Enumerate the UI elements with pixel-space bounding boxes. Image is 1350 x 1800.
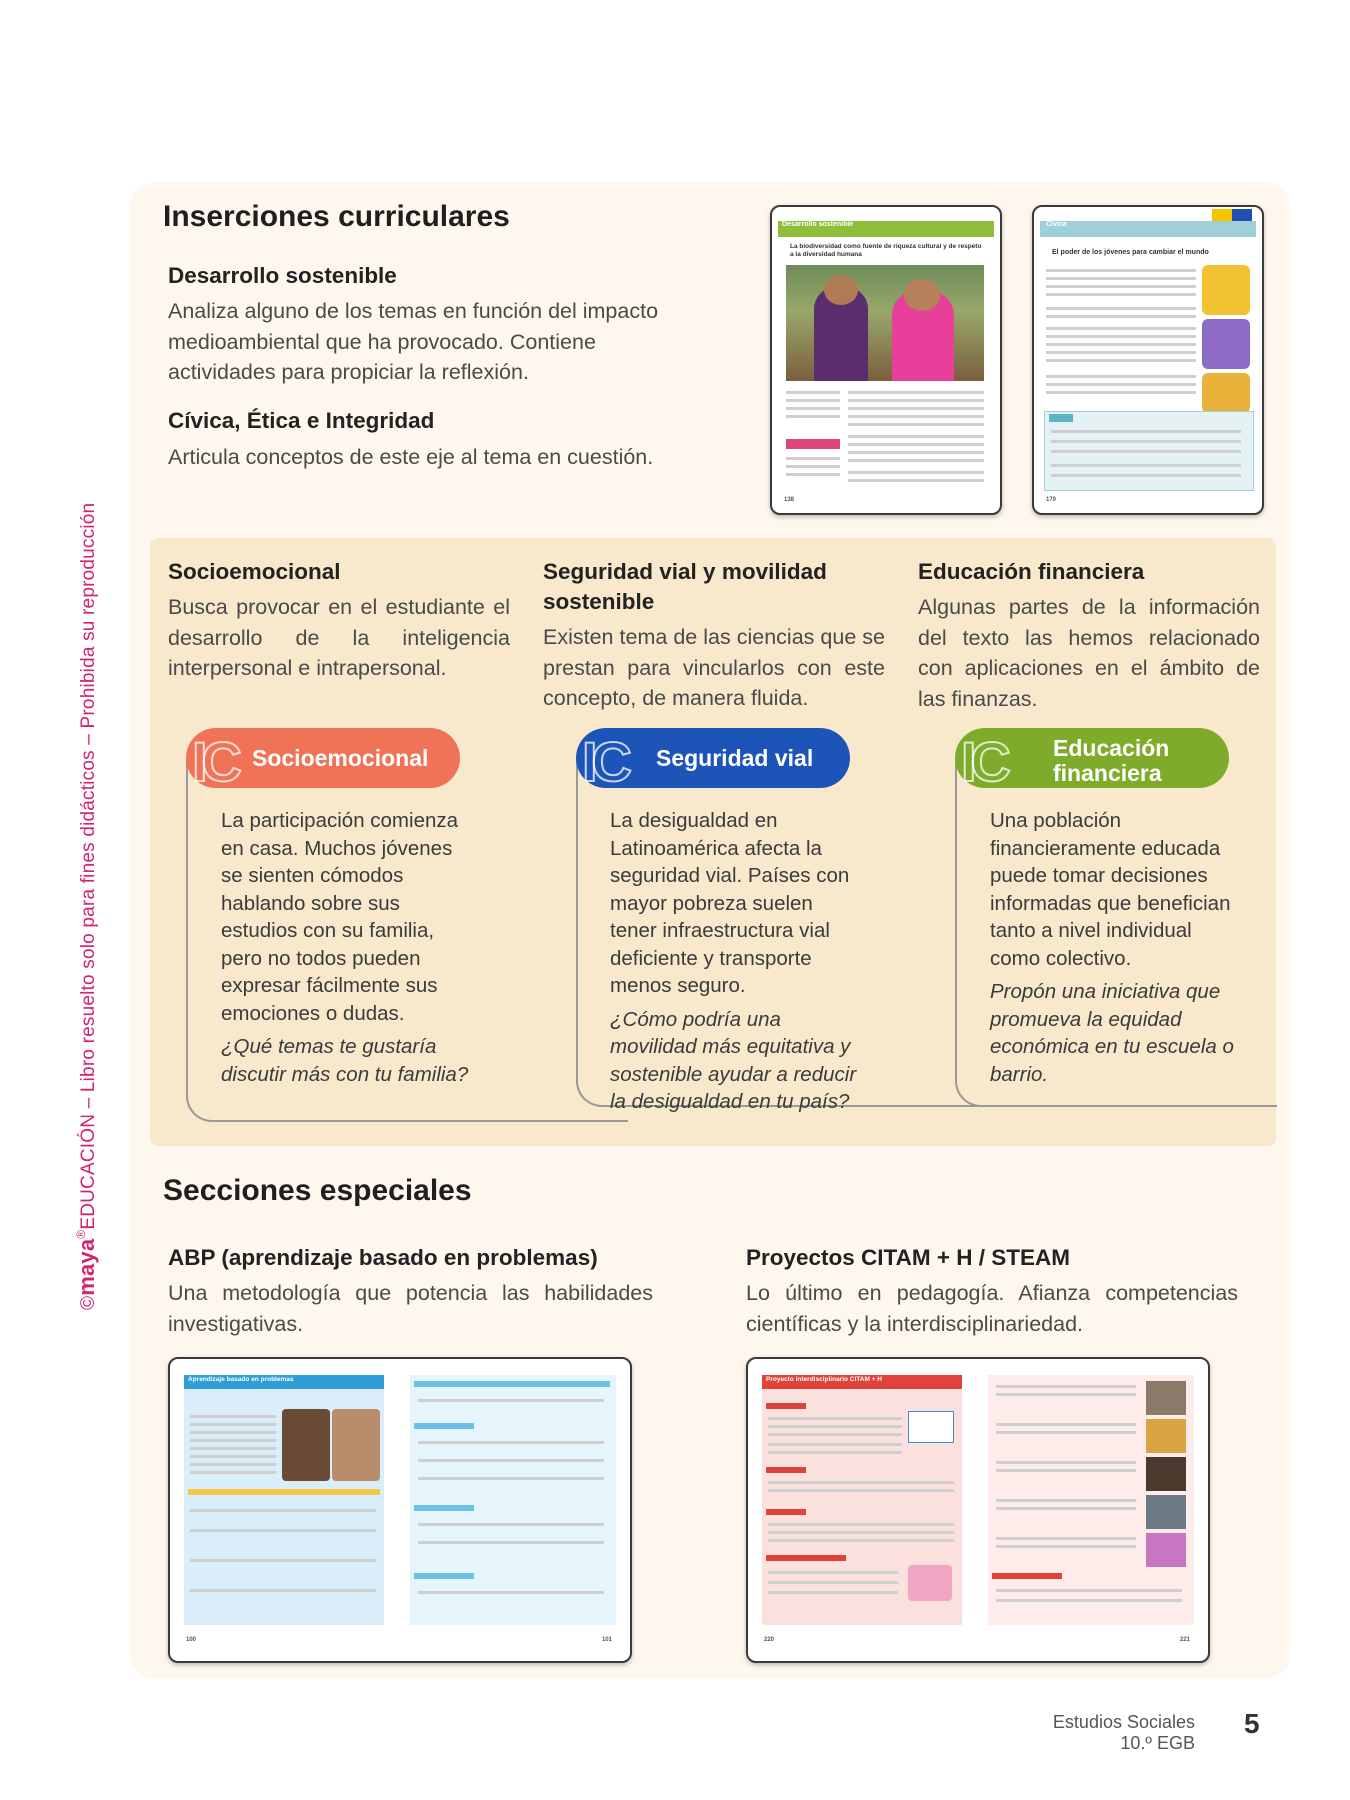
text-line: [848, 459, 984, 462]
text-line: [786, 391, 840, 394]
text-line: [190, 1455, 276, 1458]
page-number: 5: [1244, 1708, 1260, 1739]
text-line: [418, 1441, 604, 1444]
illustration-youth-3: [1202, 373, 1250, 413]
text-line: [1046, 359, 1196, 362]
card-body-text: La desigualdad en Latinoamérica afecta la seguridad vial. Países con mayor pobreza suelen tener infraestructura vial deficiente y transporte menos seguro.: [610, 809, 850, 997]
thumb-section-bar: [766, 1403, 806, 1409]
thumb-section-bar: [992, 1573, 1062, 1579]
text-line: [786, 465, 840, 468]
thumbnail-citam: [746, 1357, 1210, 1663]
thumbnail-desarrollo-sostenible: [770, 205, 1002, 515]
text-abp: Una metodología que potencia las habilidades investigativas.: [168, 1281, 653, 1336]
ic-logo-icon: IC: [582, 730, 626, 793]
text-line: [418, 1591, 604, 1594]
text-line: [768, 1571, 898, 1574]
text-line: [418, 1541, 604, 1544]
thumb-section-bar: [414, 1423, 474, 1429]
text-line: [848, 443, 984, 446]
text-line: [786, 415, 840, 418]
text-line: [190, 1463, 276, 1466]
text-line: [996, 1507, 1136, 1510]
text-line: [1046, 383, 1196, 386]
text-line: [190, 1423, 276, 1426]
thumb-pink-tag: [786, 439, 840, 449]
footer-grade-text: 10.º EGB: [1120, 1733, 1195, 1753]
thumb-header-bar: [1040, 221, 1256, 237]
illustration-meeting: [908, 1565, 952, 1601]
photo-face-right: [904, 279, 940, 311]
thumb-right-page: [410, 1375, 616, 1625]
photo-icon-4: [1146, 1495, 1186, 1529]
text-line: [1051, 474, 1241, 477]
photo-icon-3: [1146, 1457, 1186, 1491]
text-line: [786, 407, 840, 410]
photo-man: [332, 1409, 380, 1481]
text-line: [1046, 351, 1196, 354]
card-tab-label-line1: Educación: [1053, 735, 1170, 761]
text-line: [190, 1589, 376, 1592]
text-line: [768, 1591, 898, 1594]
text-line: [848, 423, 984, 426]
card-tab-label: Seguridad vial: [656, 745, 814, 771]
text-line: [190, 1529, 376, 1532]
copyright-symbol: ©: [78, 1295, 99, 1310]
text-line: [768, 1433, 902, 1436]
text-line: [848, 435, 984, 438]
text-line: [996, 1431, 1136, 1434]
heading-citam: Proyectos CITAM + H / STEAM: [746, 1245, 1071, 1270]
text-line: [1046, 327, 1196, 330]
thumb-page-number-left: 100: [186, 1637, 197, 1643]
text-line: [996, 1589, 1182, 1592]
text-line: [768, 1451, 902, 1454]
text-line: [418, 1399, 604, 1402]
illustration-youth-2: [1202, 319, 1250, 369]
thumb-page-number-right: 221: [1180, 1637, 1191, 1643]
footer-subject-text: Estudios Sociales: [1052, 1712, 1195, 1732]
text-line: [1046, 307, 1196, 310]
thumb-section-bar: [766, 1467, 806, 1473]
thumb-page-number: 170: [1046, 497, 1057, 503]
heading-seguridad-vial: Seguridad vial y movilidad sostenible: [543, 559, 827, 614]
text-line: [1046, 277, 1196, 280]
text-line: [190, 1509, 376, 1512]
text-line: [768, 1489, 954, 1492]
thumb-highlight: [188, 1489, 380, 1495]
activity-tag: [1049, 414, 1073, 422]
thumb-title: La biodiversidad como fuente de riqueza cultural y de respeto a la diversidad humana: [790, 243, 982, 258]
text-line: [768, 1481, 954, 1484]
text-line: [996, 1599, 1182, 1602]
card-tab-label-line2: financiera: [1053, 760, 1162, 786]
card-body-text: La participación comienza en casa. Muchos jóvenes se sienten cómodos hablando sobre sus estudios con su familia, pero no todos pueden expresar fácilmente sus emociones o dudas.: [221, 809, 459, 1025]
card-body-socioemocional: [221, 807, 471, 1088]
card-question: Propón una iniciativa que promueva la equidad económica en tu escuela o barrio.: [990, 980, 1234, 1086]
text-line: [1051, 430, 1241, 433]
brand-name: maya: [74, 1238, 99, 1296]
text-line: [190, 1415, 276, 1418]
text-line: [1046, 343, 1196, 346]
text-line: [768, 1531, 954, 1534]
text-line: [848, 391, 984, 394]
copyright-side-note: [74, 503, 100, 1310]
text-line: [1046, 285, 1196, 288]
text-line: [418, 1523, 604, 1526]
thumb-section-bar: [414, 1573, 474, 1579]
text-line: [996, 1423, 1136, 1426]
thumb-page-number-right: 101: [602, 1637, 613, 1643]
text-seguridad-vial: Existen tema de las ciencias que se prestan para vincularlos con este concepto, de manera fluida.: [543, 625, 885, 710]
card-tab-label: Socioemocional: [252, 745, 429, 771]
text-line: [848, 479, 984, 482]
thumb-page-number: 138: [784, 497, 795, 503]
thumb-page-number-left: 220: [764, 1637, 775, 1643]
text-citam: Lo último en pedagogía. Afianza competencias científicas y la interdisciplinariedad.: [746, 1281, 1238, 1336]
text-line: [1051, 450, 1241, 453]
text-line: [768, 1539, 954, 1542]
text-line: [768, 1425, 902, 1428]
thumb-section-bar: [766, 1509, 806, 1515]
text-line: [996, 1537, 1136, 1540]
text-line: [190, 1431, 276, 1434]
text-line: [1051, 464, 1241, 467]
text-line: [418, 1459, 604, 1462]
card-body-educacion-financiera: [990, 807, 1240, 1088]
thumbnail-civica: [1032, 205, 1264, 515]
text-line: [190, 1439, 276, 1442]
side-note-text: EDUCACIÓN – Libro resuelto solo para fines didácticos – Prohibida su reproducción: [78, 502, 99, 1230]
text-civica: Articula conceptos de este eje al tema en cuestión.: [168, 445, 654, 469]
text-line: [848, 451, 984, 454]
text-line: [1046, 269, 1196, 272]
text-line: [768, 1581, 898, 1584]
photo-indigenous-women: [786, 265, 984, 381]
thumb-section-bar: [766, 1555, 846, 1561]
heading-abp: ABP (aprendizaje basado en problemas): [168, 1245, 598, 1270]
text-line: [786, 399, 840, 402]
sdg-logo-icon: [908, 1411, 954, 1443]
photo-icon-1: [1146, 1381, 1186, 1415]
heading-desarrollo-sostenible: Desarrollo sostenible: [168, 263, 397, 288]
text-line: [768, 1523, 954, 1526]
card-tab-socioemocional: [186, 728, 460, 793]
text-line: [996, 1393, 1136, 1396]
thumb-header-text: Aprendizaje basado en problemas: [188, 1376, 294, 1383]
section-title-secciones: Secciones especiales: [163, 1174, 472, 1207]
footer-subject: [1053, 1712, 1195, 1754]
illustration-youth-1: [1202, 265, 1250, 315]
photo-icon-5: [1146, 1533, 1186, 1567]
text-line: [786, 473, 840, 476]
card-question: ¿Qué temas te gustaría discutir más con tu familia?: [221, 1035, 469, 1086]
thumb-title: El poder de los jóvenes para cambiar el mundo: [1052, 249, 1209, 256]
text-line: [848, 407, 984, 410]
thumb-header-text: Cívica: [1046, 221, 1067, 228]
text-socioemocional: Busca provocar en el estudiante el desarrollo de la inteligencia interpersonal e intrapersonal.: [168, 595, 510, 680]
text-line: [1046, 293, 1196, 296]
heading-socioemocional: Socioemocional: [168, 559, 341, 584]
ic-logo-icon: IC: [192, 730, 236, 793]
text-line: [190, 1447, 276, 1450]
text-line: [848, 399, 984, 402]
card-question: ¿Cómo podría una movilidad más equitativa y sostenible ayudar a reducir la desigualdad en tu país?: [610, 1007, 857, 1113]
thumb-section-bar: [414, 1505, 474, 1511]
text-line: [848, 471, 984, 474]
text-line: [768, 1443, 902, 1446]
text-line: [996, 1461, 1136, 1464]
heading-educacion-financiera: Educación financiera: [918, 559, 1145, 584]
card-tab-educacion-financiera: [955, 728, 1229, 793]
text-line: [786, 457, 840, 460]
text-desarrollo-sostenible: Analiza alguno de los temas en función del impacto medioambiental que ha provocado. Contiene actividades para propiciar la reflexión.: [168, 299, 659, 384]
text-line: [996, 1499, 1136, 1502]
thumb-section-bar: [414, 1381, 610, 1387]
heading-civica: Cívica, Ética e Integridad: [168, 408, 435, 433]
thumb-header-text: Desarrollo sostenible: [782, 221, 854, 228]
text-line: [190, 1471, 276, 1474]
thumb-activity-box: [1044, 411, 1254, 491]
text-line: [1046, 315, 1196, 318]
card-tab-seguridad-vial: [576, 728, 850, 793]
text-line: [1046, 335, 1196, 338]
text-line: [996, 1469, 1136, 1472]
card-body-text: Una población financieramente educada puede tomar decisiones informadas que benefician tanto a nivel individual como colectivo.: [990, 809, 1231, 970]
text-line: [418, 1477, 604, 1480]
photo-woman: [282, 1409, 330, 1481]
section-title-inserciones: Inserciones curriculares: [163, 200, 510, 233]
flag-icon: [1212, 209, 1252, 221]
registered-mark: ®: [74, 1229, 88, 1239]
thumbnail-abp: [168, 1357, 632, 1663]
text-educacion-financiera: Algunas partes de la información del texto las hemos relacionado con aplicaciones en el ámbito de las finanzas.: [918, 595, 1260, 711]
text-line: [1051, 440, 1241, 443]
ic-logo-icon: IC: [961, 730, 1005, 793]
text-line: [1046, 391, 1196, 394]
photo-face-left: [824, 275, 858, 305]
text-line: [1046, 375, 1196, 378]
text-line: [190, 1559, 376, 1562]
thumb-header-text: Proyecto interdisciplinario CITAM + H: [766, 1376, 882, 1383]
text-line: [848, 415, 984, 418]
photo-icon-2: [1146, 1419, 1186, 1453]
text-line: [996, 1545, 1136, 1548]
text-line: [768, 1417, 902, 1420]
text-line: [996, 1385, 1136, 1388]
card-body-seguridad-vial: [610, 807, 860, 1116]
